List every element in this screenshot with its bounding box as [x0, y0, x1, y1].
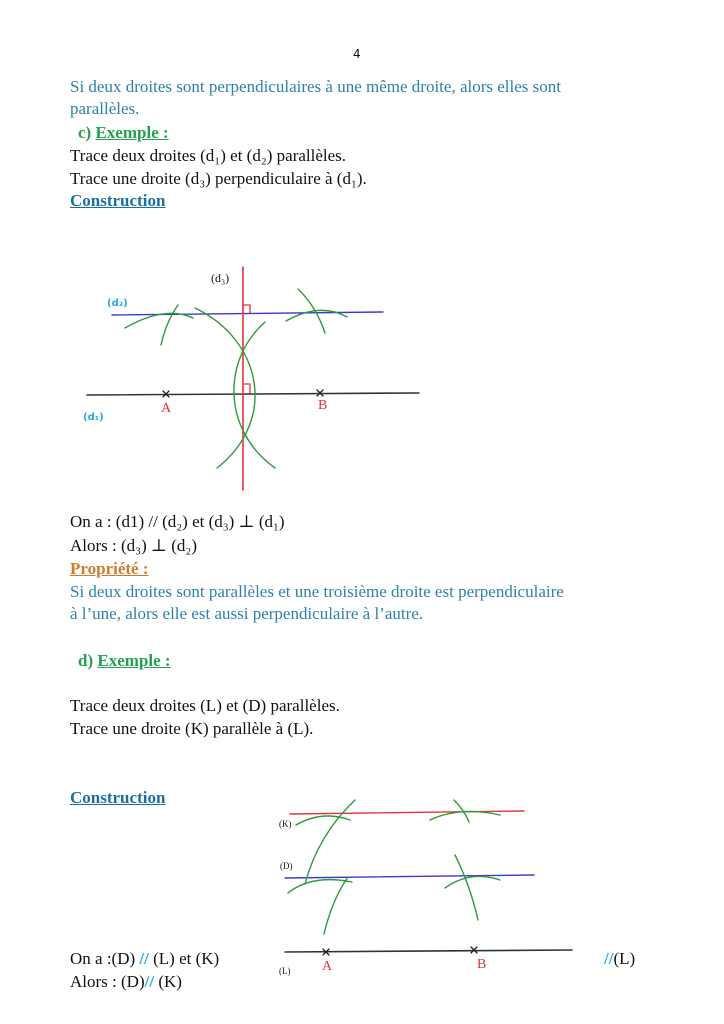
label-d: (D)	[280, 861, 293, 871]
point-a-label: A	[161, 401, 172, 416]
example-d-title: Exemple :	[97, 651, 171, 670]
example-c-prefix: c)	[78, 123, 92, 142]
property-line-1: Si deux droites sont parallèles et une troisième droite est perpendiculaire	[70, 582, 564, 601]
example-c-line-1: Trace deux droites (d₁) et (d₂) parallèles.	[70, 146, 347, 165]
property-line-2: à l’une, alors elle est aussi perpendiculaire à l’autre.	[70, 604, 424, 623]
label-l: (L)	[279, 966, 291, 976]
example-c-line-2: Trace une droite (d₃) perpendiculaire à (d₁).	[70, 169, 367, 188]
right-angle-mark	[243, 384, 250, 393]
point-b-label: B	[477, 957, 487, 972]
label-d3: (d₃)	[211, 271, 230, 285]
rule-line-2: parallèles.	[70, 99, 140, 118]
text: (L)	[613, 949, 636, 968]
text: (L) et (K)	[153, 949, 220, 968]
page-number: 4	[353, 47, 361, 61]
compass-arc	[161, 305, 178, 345]
compass-arc	[195, 308, 255, 468]
point-b-label: B	[318, 398, 328, 413]
example-d-line-1: Trace deux droites (L) et (D) parallèles.	[70, 696, 340, 715]
example-d-heading	[78, 651, 171, 671]
compass-arc	[324, 877, 348, 934]
conclusion-c-alors: Alors : (d₃) ⊥ (d₂)	[70, 536, 197, 555]
rule-line-1: Si deux droites sont perpendiculaires à une même droite, alors elles sont	[70, 77, 561, 96]
point-a-label: A	[322, 959, 333, 974]
right-angle-mark	[243, 305, 250, 313]
conclusion-d-alors	[70, 972, 182, 992]
compass-arc	[296, 816, 350, 825]
label-d1: (d₁)	[83, 412, 104, 423]
example-c-title: Exemple :	[95, 123, 169, 142]
parallel-symbol: //	[144, 972, 155, 991]
label-k: (K)	[279, 819, 292, 829]
property-heading: Propriété :	[70, 559, 149, 578]
conclusion-d-on-a	[70, 949, 219, 969]
conclusion-c-on-a: On a : (d1) // (d₂) et (d₃) ⊥ (d₁)	[70, 512, 285, 531]
compass-arc	[455, 855, 478, 920]
text: Alors : (D)	[70, 972, 145, 991]
text: On a :(D)	[70, 949, 136, 968]
label-d2: (d₂)	[107, 298, 128, 309]
conclusion-d-on-a-end	[604, 949, 635, 969]
example-d-prefix: d)	[78, 651, 94, 670]
example-d-line-2: Trace une droite (K) parallèle à (L).	[70, 719, 314, 738]
line-d1	[87, 393, 419, 395]
construction-heading-2: Construction	[70, 788, 166, 807]
line-d	[285, 875, 534, 878]
parallel-symbol: //	[604, 949, 614, 968]
parallel-symbol: //	[139, 949, 149, 968]
compass-arc	[125, 313, 193, 328]
text: (K)	[158, 972, 182, 991]
construction-heading-1: Construction	[70, 191, 166, 210]
compass-arc	[445, 876, 500, 888]
